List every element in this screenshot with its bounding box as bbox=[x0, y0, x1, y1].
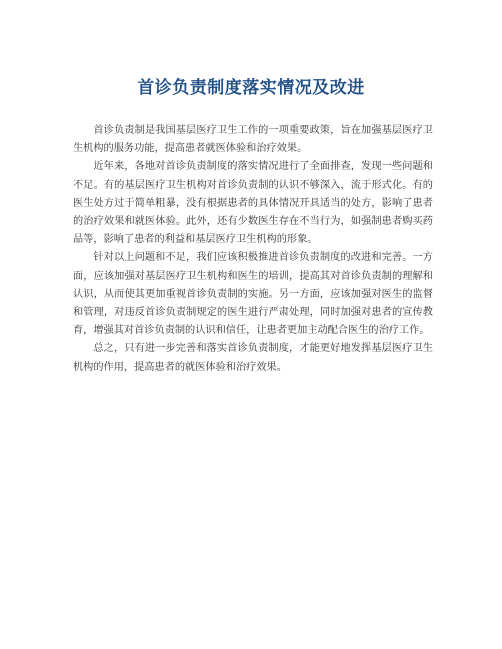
paragraph-2: 近年来，各地对首诊负责制度的落实情况进行了全面排查，发现一些问题和不足。有的基层医疗卫生机构对首诊负责制的认识不够深入，流于形式化。有的医生处方过于简单粗暴，没有根据患者的具体情况开具适当的处方，影响了患者的治疗效果和就医体验。此外，还有少数医生存在不当行为，如强制患者购买药品等，影响了患者的利益和基层医疗卫生机构的形象。 bbox=[73, 161, 433, 246]
paragraph-4: 总之，只有进一步完善和落实首诊负责制度，才能更好地发挥基层医疗卫生机构的作用，提高患者的就医体验和治疗效果。 bbox=[73, 343, 433, 373]
paragraph-1: 首诊负责制是我国基层医疗卫生工作的一项重要政策，旨在加强基层医疗卫生机构的服务功能，提高患者就医体验和治疗效果。 bbox=[73, 125, 433, 155]
paragraph-3: 针对以上问题和不足，我们应该积极推进首诊负责制度的改进和完善。一方面，应该加强对基层医疗卫生机构和医生的培训，提高其对首诊负责制的理解和认识，从而使其更加重视首诊负责制的实施。另一方面，应该加强对医生的监督和管理，对违反首诊负责制规定的医生进行严肃处理，同时加强对患者的宣传教育，增强其对首诊负责制的认识和信任，让患者更加主动配合医生的治疗工作。 bbox=[73, 252, 433, 337]
document-body bbox=[73, 122, 433, 377]
document-title: 首诊负责制度落实情况及改进 bbox=[137, 78, 365, 98]
